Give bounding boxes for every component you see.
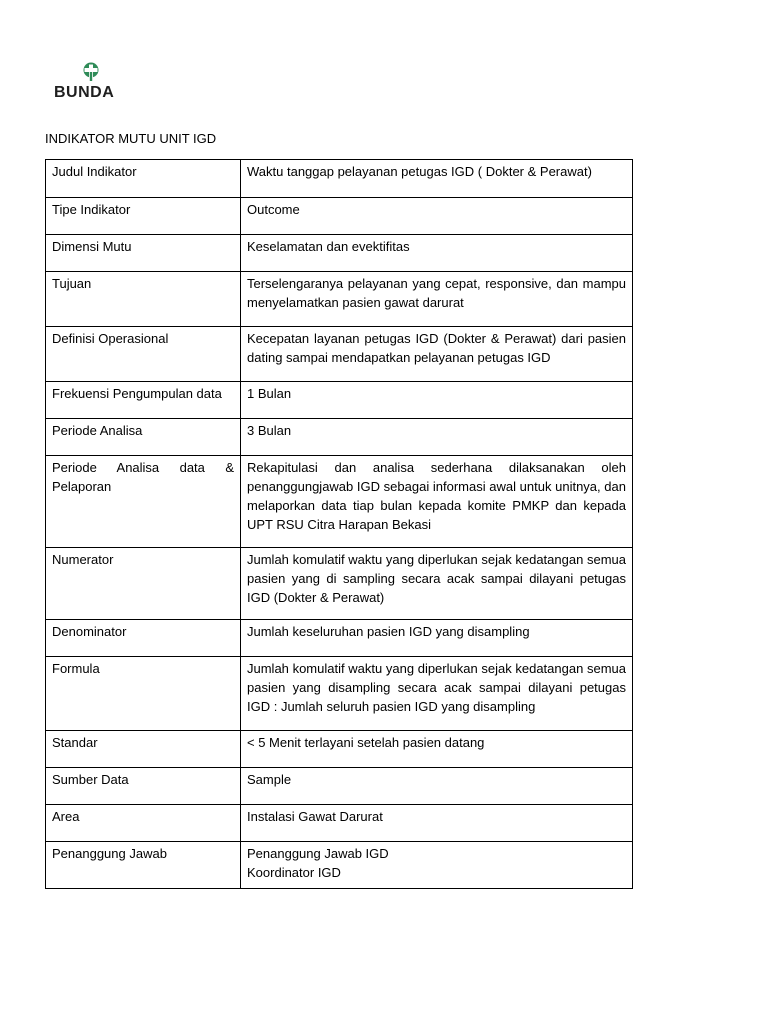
table-row — [46, 198, 633, 235]
table-row — [46, 272, 633, 327]
row-label: Denominator — [46, 620, 241, 657]
row-value — [241, 842, 633, 889]
row-label: Standar — [46, 731, 241, 768]
row-label: Definisi Operasional — [46, 327, 241, 382]
logo-text: BUNDA — [54, 84, 115, 101]
row-value: 1 Bulan — [241, 382, 633, 419]
table-row — [46, 842, 633, 889]
table-row — [46, 456, 633, 548]
bunda-cross-icon — [80, 62, 102, 82]
row-label: Penanggung Jawab — [46, 842, 241, 889]
row-label: Sumber Data — [46, 768, 241, 805]
row-value: Jumlah komulatif waktu yang diperlukan sejak kedatangan semua pasien yang di sampling secara acak sampai dilayani petugas IGD (Dokter & Perawat) — [241, 548, 633, 620]
row-value-line: Penanggung Jawab IGD — [247, 846, 389, 861]
row-value: 3 Bulan — [241, 419, 633, 456]
table-row — [46, 657, 633, 731]
row-label: Area — [46, 805, 241, 842]
row-value: Waktu tanggap pelayanan petugas IGD ( Dokter & Perawat) — [241, 160, 633, 198]
row-value: Jumlah keseluruhan pasien IGD yang disampling — [241, 620, 633, 657]
table-row — [46, 805, 633, 842]
row-label: Formula — [46, 657, 241, 731]
indicator-table — [45, 159, 633, 889]
row-label: Judul Indikator — [46, 160, 241, 198]
row-value: < 5 Menit terlayani setelah pasien datang — [241, 731, 633, 768]
row-value: Outcome — [241, 198, 633, 235]
table-row — [46, 327, 633, 382]
row-label: Tipe Indikator — [46, 198, 241, 235]
row-label: Periode Analisa data & Pelaporan — [46, 456, 241, 548]
table-row — [46, 620, 633, 657]
row-label: Dimensi Mutu — [46, 235, 241, 272]
row-value: Keselamatan dan evektifitas — [241, 235, 633, 272]
row-value: Terselengaranya pelayanan yang cepat, responsive, dan mampu menyelamatkan pasien gawat darurat — [241, 272, 633, 327]
row-label: Frekuensi Pengumpulan data — [46, 382, 241, 419]
document-title: INDIKATOR MUTU UNIT IGD — [45, 131, 217, 146]
table-row — [46, 731, 633, 768]
row-label: Tujuan — [46, 272, 241, 327]
table-row — [46, 768, 633, 805]
row-value-line: Koordinator IGD — [247, 865, 341, 880]
row-value: Kecepatan layanan petugas IGD (Dokter & Perawat) dari pasien dating sampai mendapatkan pelayanan petugas IGD — [241, 327, 633, 382]
table-row — [46, 235, 633, 272]
table-row — [46, 382, 633, 419]
row-value: Rekapitulasi dan analisa sederhana dilaksanakan oleh penanggungjawab IGD sebagai informasi awal untuk unitnya, dan melaporkan data tiap bulan kepada komite PMKP dan kepada UPT RSU Citra Harapan Bekasi — [241, 456, 633, 548]
table-row — [46, 548, 633, 620]
table-row — [46, 160, 633, 198]
row-value: Jumlah komulatif waktu yang diperlukan sejak kedatangan semua pasien yang disampling secara acak sampai dilayani petugas IGD : Jumlah seluruh pasien IGD yang disampling — [241, 657, 633, 731]
row-label: Periode Analisa — [46, 419, 241, 456]
row-value: Sample — [241, 768, 633, 805]
row-value: Instalasi Gawat Darurat — [241, 805, 633, 842]
table-row — [46, 419, 633, 456]
hospital-logo — [52, 62, 132, 104]
row-label: Numerator — [46, 548, 241, 620]
